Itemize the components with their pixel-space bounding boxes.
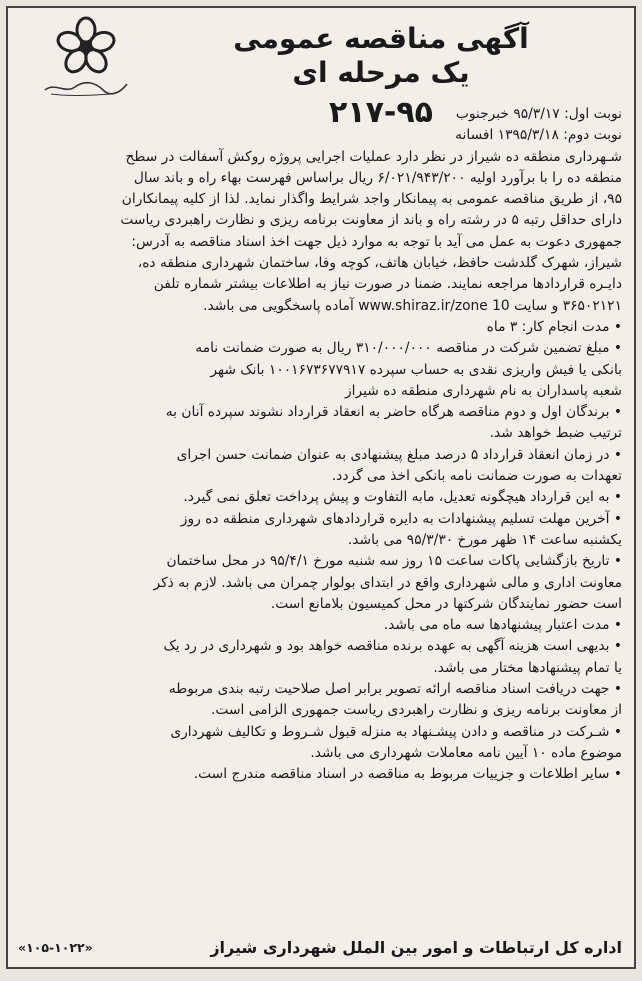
condition-line: • برندگان اول و دوم مناقصه هرگاه حاضر به انعقاد قرارداد نشوند سپرده آنان به <box>18 402 622 423</box>
condition-line: بانکی یا فیش واریزی نقدی به حساب سپرده ۱۰۰۱۶۷۳۶۷۷۹۱۷ بانک شهر <box>210 361 622 378</box>
condition-line: • آخرین مهلت تسلیم پیشنهادات به دایره قراردادهای شهرداری منطقه ده روز <box>18 509 622 530</box>
publish-first: نوبت اول: ۹۵/۳/۱۷ خبرجنوب <box>455 106 622 122</box>
condition-line: یکشنبه ساعت ۱۴ ظهر مورخ ۹۵/۳/۳۰ می باشد. <box>347 531 622 548</box>
condition-item <box>18 445 622 488</box>
intro-line: ۹۵، از طریق مناقصه عمومی به پیمانکار واجد شرایط واگذار نماید. لذا از کلیه پیمانکاران <box>121 191 622 208</box>
notice-code: «۱۰۵-۱۰۲۲» <box>18 940 93 955</box>
condition-line: تعهدات به صورت ضمانت نامه بانکی اخذ می گردد. <box>331 468 622 485</box>
intro-line: دایـره قراردادها مراجعه نمایند. ضمنا در صورت نیاز به اطلاعات بیشتر شماره تلفن <box>153 276 622 293</box>
condition-line: • مدت اعتبار پیشنهادها سه ماه می باشد. <box>18 615 622 636</box>
intro-line: شـهرداری منطقه ده شیراز در نظر دارد عملیات اجرایی پروژه روکش آسفالت در سطح <box>125 148 622 165</box>
intro-line: ۳۶۵۰۲۱۲۱ و سایت www.shiraz.ir/zone 10 آماده پاسخگویی می باشد. <box>203 297 622 314</box>
condition-line: • مبلغ تضمین شرکت در مناقصه ۳۱۰/۰۰۰/۰۰۰ ریال به صورت ضمانت نامه <box>18 338 622 359</box>
condition-line: • شـرکت در مناقصه و دادن پیشـنهاد به منزله قبول شـروط و تکالیف شهرداری <box>18 722 622 743</box>
condition-item <box>18 615 622 636</box>
condition-item <box>18 402 622 445</box>
condition-item <box>18 487 622 508</box>
condition-line: • تاریخ بازگشایی پاکات ساعت ۱۵ روز سه شنبه مورخ ۹۵/۴/۱ در محل ساختمان <box>18 551 622 572</box>
logo-script-icon <box>41 78 131 98</box>
condition-line: • در زمان انعقاد قرارداد ۵ درصد مبلغ پیشنهادی به عنوان ضمانت حسن اجرای <box>18 445 622 466</box>
condition-line: است حضور نمایندگان شرکتها در محل کمیسیون بلامانع است. <box>270 595 622 612</box>
condition-line: • جهت دریافت اسناد مناقصه ارائه تصویر برابر اصل صلاحیت رتبه بندی مربوطه <box>18 679 622 700</box>
condition-line: • به این قرارداد هیچگونه تعدیل، مابه التفاوت و پیش پرداخت تعلق نمی گیرد. <box>18 487 622 508</box>
condition-line: یا تمام پیشنهادها مختار می باشد. <box>433 659 622 676</box>
condition-line: • مدت انجام کار: ۳ ماه <box>18 317 622 338</box>
notice-body <box>18 104 622 786</box>
condition-line: • بدیهی است هزینه آگهی به عهده برنده مناقصه خواهد بود و شهرداری در رد یک <box>18 636 622 657</box>
notice-title: آگهی مناقصه عمومی یک مرحله ای <box>233 22 529 89</box>
condition-line: موضوع ماده ۱۰ آیین نامه معاملات شهرداری می باشد. <box>310 744 622 761</box>
condition-line: شعبه پاسداران به نام شهرداری منطقه ده شیراز <box>344 382 622 399</box>
condition-item <box>18 338 622 402</box>
condition-item <box>18 636 622 679</box>
condition-item <box>18 317 622 338</box>
issuing-office: اداره کل ارتباطات و امور بین الملل شهرداری شیراز <box>210 938 622 957</box>
condition-line: معاونت اداری و مالی شهرداری واقع در ابتدای بولوار چمران می باشد. لازم به ذکر <box>153 574 622 591</box>
tender-notice <box>6 6 636 969</box>
condition-item <box>18 679 622 722</box>
notice-footer <box>18 938 622 957</box>
condition-line: از معاونت برنامه ریزی و نظارت راهبردی ریاست جمهوری الزامی است. <box>211 702 622 719</box>
shiraz-municipality-logo <box>26 16 146 100</box>
intro-line: منطقه ده را با برآورد اولیه ۶/۰۲۱/۹۴۳/۲۰۰ ریال براساس فهرست بهاء راه و باند سال <box>133 169 622 186</box>
notice-number: ۲۱۷-۹۵ <box>328 95 433 130</box>
intro-line: جمهوری دعوت به عمل می آید با توجه به موارد ذیل جهت اخذ اسناد مناقصه به آدرس: <box>131 233 622 250</box>
flower-logo-icon <box>53 16 119 78</box>
condition-item <box>18 551 622 615</box>
condition-item <box>18 764 622 785</box>
intro-line: شیراز، شهرک گلدشت حافظ، خیابان هاتف، کوچه وفا، ساختمان شهرداری منطقه ده، <box>137 255 622 272</box>
publish-second: نوبت دوم: ۱۳۹۵/۳/۱۸ افسانه <box>455 127 622 144</box>
condition-line: • سایر اطلاعات و جزییات مربوط به مناقصه در اسناد مناقصه مندرج است. <box>18 764 622 785</box>
condition-line: ترتیب ضبط خواهد شد. <box>489 425 622 442</box>
intro-line: دارای حداقل رتبه ۵ در رشته راه و باند از معاونت برنامه ریزی و نظارت راهبردی ریاست <box>120 212 622 229</box>
condition-item <box>18 722 622 765</box>
condition-item <box>18 509 622 552</box>
